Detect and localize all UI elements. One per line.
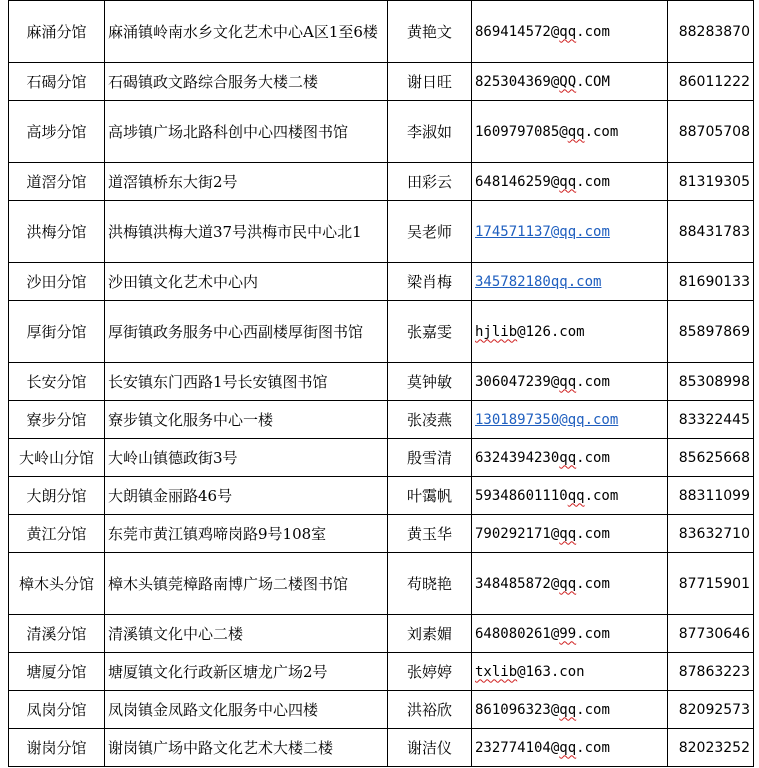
email-user: 648080261@ [475, 625, 560, 642]
contact-person: 李淑如 [388, 101, 472, 163]
contact-email [472, 477, 668, 515]
contact-person: 张嘉雯 [388, 301, 472, 363]
contact-email[interactable] [472, 401, 668, 439]
branch-address: 麻涌镇岭南水乡文化艺术中心A区1至6楼 [105, 1, 388, 63]
branch-name: 大朗分馆 [9, 477, 105, 515]
contact-email [472, 615, 668, 653]
email-tld: .com [576, 575, 610, 592]
email-domain: 99 [559, 625, 577, 642]
branch-name: 高埗分馆 [9, 101, 105, 163]
contact-phone: 85625668 [668, 439, 754, 477]
branch-address: 洪梅镇洪梅大道37号洪梅市民中心北1 [105, 201, 388, 263]
email-user: 790292171@ [475, 525, 560, 542]
contact-person: 殷雪清 [388, 439, 472, 477]
contact-phone: 85308998 [668, 363, 754, 401]
branch-name: 大岭山分馆 [9, 439, 105, 477]
contact-person: 张婷婷 [388, 653, 472, 691]
email-text [475, 626, 610, 642]
branch-name: 道滘分馆 [9, 163, 105, 201]
email-link[interactable] [475, 412, 618, 428]
email-text [475, 576, 610, 592]
email-text [475, 488, 618, 504]
email-text [475, 526, 610, 542]
contact-email [472, 439, 668, 477]
table-row [9, 515, 754, 553]
table-row [9, 729, 754, 767]
table-row [9, 263, 754, 301]
email-text [475, 24, 610, 40]
branch-name: 凤岗分馆 [9, 691, 105, 729]
branch-name: 麻涌分馆 [9, 1, 105, 63]
table-row [9, 401, 754, 439]
contact-person: 谢日旺 [388, 63, 472, 101]
email-domain: qq [567, 487, 585, 504]
contact-phone: 83322445 [668, 401, 754, 439]
email-domain: QQ [559, 73, 577, 90]
branch-name: 长安分馆 [9, 363, 105, 401]
email-domain: txlib [475, 663, 518, 680]
contact-phone: 81690133 [668, 263, 754, 301]
contact-email [472, 101, 668, 163]
table-row [9, 653, 754, 691]
table-row [9, 553, 754, 615]
email-domain: qq [559, 373, 577, 390]
contact-email [472, 1, 668, 63]
email-tld: @163.con [517, 663, 585, 680]
email-user: 6324394230 [475, 449, 560, 466]
email-user: 348485872@ [475, 575, 560, 592]
email-user: 59348601110 [475, 487, 568, 504]
branch-address: 谢岗镇广场中路文化艺术大楼二楼 [105, 729, 388, 767]
contact-phone: 88283870 [668, 1, 754, 63]
contact-email[interactable] [472, 263, 668, 301]
email-tld: .com [576, 373, 610, 390]
email-domain: qq [559, 449, 577, 466]
email-text [475, 664, 585, 680]
email-text [475, 324, 585, 340]
contact-person: 莫钟敏 [388, 363, 472, 401]
branch-name: 清溪分馆 [9, 615, 105, 653]
email-tld: .com [576, 223, 610, 240]
email-domain: hjlib [475, 323, 518, 340]
email-domain: qq [559, 23, 577, 40]
branch-address: 樟木头镇莞樟路南博广场二楼图书馆 [105, 553, 388, 615]
email-domain: qq [559, 173, 577, 190]
table-row [9, 363, 754, 401]
contact-phone: 82092573 [668, 691, 754, 729]
contact-person: 洪裕欣 [388, 691, 472, 729]
table-row [9, 691, 754, 729]
contact-person: 吴老师 [388, 201, 472, 263]
table-body [9, 1, 754, 767]
contact-phone: 87730646 [668, 615, 754, 653]
table-row [9, 163, 754, 201]
branch-address: 石碣镇政文路综合服务大楼二楼 [105, 63, 388, 101]
email-domain: qq [559, 223, 577, 240]
email-tld: .com [576, 173, 610, 190]
branch-name: 塘厦分馆 [9, 653, 105, 691]
branch-address: 厚街镇政务服务中心西副楼厚街图书馆 [105, 301, 388, 363]
email-tld: .com [576, 525, 610, 542]
branch-library-table [8, 0, 754, 767]
contact-email [472, 63, 668, 101]
contact-phone: 82023252 [668, 729, 754, 767]
contact-phone: 87863223 [668, 653, 754, 691]
email-tld: .com [584, 487, 619, 504]
contact-person: 谢洁仪 [388, 729, 472, 767]
contact-phone: 83632710 [668, 515, 754, 553]
contact-email [472, 301, 668, 363]
email-domain: qq [567, 411, 585, 428]
email-tld: .com [576, 23, 610, 40]
contact-phone: 88431783 [668, 201, 754, 263]
email-tld: .com [576, 449, 610, 466]
contact-person: 田彩云 [388, 163, 472, 201]
table-row [9, 439, 754, 477]
table-row [9, 477, 754, 515]
email-domain: qq [559, 575, 577, 592]
email-tld: .com [567, 273, 602, 290]
contact-person: 张凌燕 [388, 401, 472, 439]
contact-email[interactable] [472, 201, 668, 263]
email-user: 345782180 [475, 273, 551, 290]
email-domain: qq [550, 273, 568, 290]
email-tld: .com [576, 701, 610, 718]
contact-phone: 86011222 [668, 63, 754, 101]
branch-address: 大朗镇金丽路46号 [105, 477, 388, 515]
email-text [475, 124, 618, 140]
branch-address: 大岭山镇德政街3号 [105, 439, 388, 477]
email-text [475, 174, 610, 190]
contact-phone: 81319305 [668, 163, 754, 201]
branch-name: 谢岗分馆 [9, 729, 105, 767]
email-text [475, 740, 610, 756]
email-user: 306047239@ [475, 373, 560, 390]
table-row [9, 301, 754, 363]
contact-person: 梁肖梅 [388, 263, 472, 301]
branch-address: 长安镇东门西路1号长安镇图书馆 [105, 363, 388, 401]
email-link[interactable] [475, 224, 610, 240]
email-user: 861096323@ [475, 701, 560, 718]
branch-name: 樟木头分馆 [9, 553, 105, 615]
email-text [475, 74, 610, 90]
branch-address: 寮步镇文化服务中心一楼 [105, 401, 388, 439]
contact-phone: 85897869 [668, 301, 754, 363]
email-user: 648146259@ [475, 173, 560, 190]
email-tld: @126.com [517, 323, 585, 340]
contact-email [472, 163, 668, 201]
branch-address: 凤岗镇金凤路文化服务中心四楼 [105, 691, 388, 729]
email-tld: .com [576, 625, 610, 642]
contact-email [472, 729, 668, 767]
email-user: 174571137@ [475, 223, 560, 240]
email-tld: .com [576, 739, 610, 756]
email-user: 232774104@ [475, 739, 560, 756]
contact-phone: 88311099 [668, 477, 754, 515]
branch-address: 沙田镇文化艺术中心内 [105, 263, 388, 301]
contact-email [472, 363, 668, 401]
branch-address: 塘厦镇文化行政新区塘龙广场2号 [105, 653, 388, 691]
contact-email [472, 653, 668, 691]
email-domain: qq [559, 525, 577, 542]
branch-name: 寮步分馆 [9, 401, 105, 439]
email-user: 1609797085@ [475, 123, 568, 140]
branch-address: 清溪镇文化中心二楼 [105, 615, 388, 653]
branch-name: 厚街分馆 [9, 301, 105, 363]
contact-person: 黄艳文 [388, 1, 472, 63]
table-row [9, 101, 754, 163]
contact-email [472, 515, 668, 553]
email-text [475, 450, 610, 466]
branch-address: 高埗镇广场北路科创中心四楼图书馆 [105, 101, 388, 163]
branch-address: 东莞市黄江镇鸡啼岗路9号108室 [105, 515, 388, 553]
email-text [475, 374, 610, 390]
branch-name: 石碣分馆 [9, 63, 105, 101]
contact-phone: 88705708 [668, 101, 754, 163]
table-row [9, 615, 754, 653]
branch-name: 洪梅分馆 [9, 201, 105, 263]
contact-person: 黄玉华 [388, 515, 472, 553]
contact-email [472, 691, 668, 729]
email-tld: .com [584, 123, 619, 140]
email-domain: qq [559, 739, 577, 756]
email-user: 825304369@ [475, 73, 560, 90]
table-row [9, 1, 754, 63]
contact-person: 苟晓艳 [388, 553, 472, 615]
email-domain: qq [559, 701, 577, 718]
contact-phone: 87715901 [668, 553, 754, 615]
email-user: 869414572@ [475, 23, 560, 40]
email-link[interactable] [475, 274, 601, 290]
email-tld: .COM [576, 73, 610, 90]
contact-person: 刘素媚 [388, 615, 472, 653]
branch-address: 道滘镇桥东大街2号 [105, 163, 388, 201]
email-user: 1301897350@ [475, 411, 568, 428]
branch-name: 黄江分馆 [9, 515, 105, 553]
branch-name: 沙田分馆 [9, 263, 105, 301]
email-domain: qq [567, 123, 585, 140]
contact-person: 叶霭帆 [388, 477, 472, 515]
table-row [9, 63, 754, 101]
email-text [475, 702, 610, 718]
contact-email [472, 553, 668, 615]
email-tld: .com [584, 411, 619, 428]
table-row [9, 201, 754, 263]
